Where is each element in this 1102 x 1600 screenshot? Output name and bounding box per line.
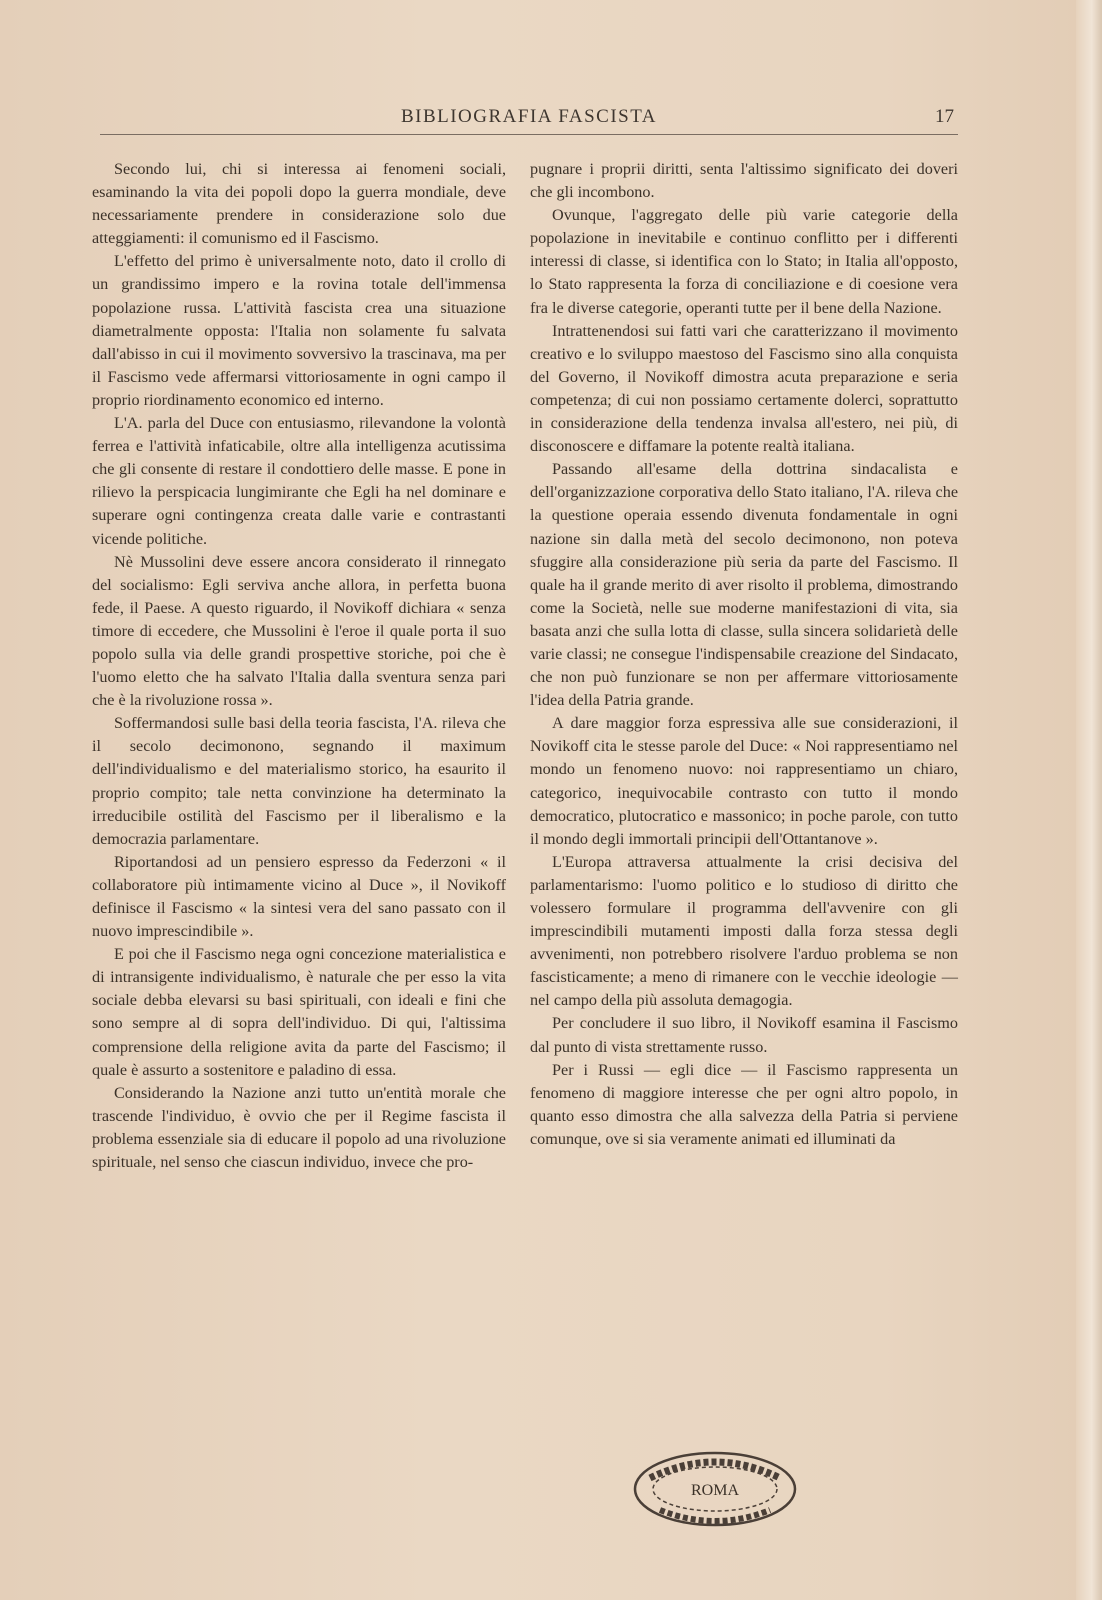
paragraph: Considerando la Nazione anzi tutto un'entità morale che trascende l'individuo, è ovvio che per il Regime fascista il problema essenziale sia di educare il popolo ad una rivoluzione spirituale, nel senso che ciascun individuo, invece che pro- bbox=[92, 1083, 506, 1172]
running-title: BIBLIOGRAFIA FASCISTA bbox=[400, 106, 658, 127]
paragraph: Soffermandosi sulle basi della teoria fascista, l'A. rileva che il secolo decimonono, segnando il maximum dell'individualismo e del materialismo storico, ha esaurito il proprio compito; tale netta convinzione ha determinato la irreducibile ostilità del Fascismo per il liberalismo e la democrazia parlamentare. bbox=[92, 714, 506, 848]
library-stamp bbox=[630, 1448, 800, 1530]
paragraph: L'effetto del primo è universalmente noto, dato il crollo di un grandissimo impero e la rovina totale dell'immensa popolazione russa. L'attività fascista crea una situazione diametralmente opposta: l'Italia non solamente fu salvata dall'abisso in cui il movimento sovversivo la trascinava, ma per il Fascismo vede affermarsi vittoriosamente in ogni campo il proprio riordinamento economico ed interno. bbox=[92, 252, 506, 409]
paragraph: Secondo lui, chi si interessa ai fenomeni sociali, esaminando la vita dei popoli dopo la guerra mondiale, deve necessariamente prendere in considerazione solo due atteggiamenti: il comunismo ed il Fascismo. bbox=[92, 160, 506, 248]
paragraph: Ovunque, l'aggregato delle più varie categorie della popolazione in inevitabile e continuo conflitto per i differenti interessi di classe, si identifica con lo Stato; in Italia all'opposto, lo Stato rappresenta la forza di conciliazione e di coesione vera fra le diverse categorie, operanti tutte per il bene della Nazione. bbox=[530, 206, 958, 317]
left-column bbox=[92, 158, 506, 1174]
paragraph: A dare maggior forza espressiva alle sue considerazioni, il Novikoff cita le stesse parole del Duce: « Noi rappresentiamo nel mondo un fenomeno nuovo: noi rappresentiamo un chiaro, categorico, inequivocabile contrasto con tutto il mondo democratico, plutocratico e massonico; in poche parole, con tutto il mondo degli immortali principii dell'Ottantanove ». bbox=[530, 714, 958, 848]
paragraph: Passando all'esame della dottrina sindacalista e dell'organizzazione corporativa dello Stato italiano, l'A. rileva che la questione operaia essendo divenuta fondamentale in ogni nazione sin dalla metà del secolo decimonono, non poteva sfuggire alla considerazione più seria da parte del Fascismo. Il quale ha il grande merito di aver risolto il problema, dimostrando come la Società, nelle sue moderne manifestazioni di vita, sia basata anzi che sulla lotta di classe, sulla sincera solidarietà delle varie classi; ne consegue l'indispensabile creazione del Sindacato, che non può funzionare se non per affermare vittoriosamente l'idea della Patria grande. bbox=[530, 460, 958, 710]
paragraph: L'A. parla del Duce con entusiasmo, rilevandone la volontà ferrea e l'attività infaticabile, oltre alla intelligenza acutissima che gli consente di restare il condottiero delle masse. E pone in rilievo la perspicacia lungimirante che Egli ha nel dominare e superare ogni contingenza creata dalle varie e contrastanti vicende politiche. bbox=[92, 414, 506, 548]
paragraph: pugnare i proprii diritti, senta l'altissimo significato dei doveri che gli incombono. bbox=[530, 160, 958, 202]
page-header bbox=[100, 104, 958, 135]
paragraph: Intrattenendosi sui fatti vari che caratterizzano il movimento creativo e lo sviluppo maestoso del Fascismo sino alla conquista del Governo, il Novikoff dimostra acuta preparazione e seria competenza; di cui non possiamo certamente dolerci, soprattutto in considerazione della tendenza invalsa all'estero, nei più, di disconoscere e diffamare la potente realtà italiana. bbox=[530, 321, 958, 456]
paragraph: Nè Mussolini deve essere ancora considerato il rinnegato del socialismo: Egli serviva anche allora, in perfetta buona fede, il Paese. A questo riguardo, il Novikoff dichiara « senza timore di eccedere, che Mussolini è l'eroe il quale porta il suo popolo sulla via delle grandi prospettive storiche, poi che è l'uomo eletto che ha salvato l'Italia dalla sventura senza pari che è la rivoluzione rossa ». bbox=[92, 552, 506, 710]
paragraph: Riportandosi ad un pensiero espresso da Federzoni « il collaboratore più intimamente vicino al Duce », il Novikoff definisce il Fascismo « la sintesi vera del sano passato con il nuovo imprescindibile ». bbox=[92, 852, 506, 941]
page-edge bbox=[1076, 0, 1102, 1600]
paragraph: Per i Russi — egli dice — il Fascismo rappresenta un fenomeno di maggiore interesse che per ogni altro popolo, in quanto esso dimostra che alla salvezza della Patria si perviene comunque, ove si sia veramente animati ed illuminati da bbox=[530, 1060, 958, 1148]
right-column bbox=[530, 158, 958, 1151]
paragraph: Per concludere il suo libro, il Novikoff esamina il Fascismo dal punto di vista strettamente russo. bbox=[530, 1014, 958, 1056]
page-number: 17 bbox=[935, 106, 954, 127]
paragraph: E poi che il Fascismo nega ogni concezione materialistica e di intransigente individualismo, è naturale che per esso la vita sociale debba elevarsi su basi spirituali, con ideali e fini che sono sempre al di sopra dell'individuo. Di qui, l'altissima comprensione della religione avita da parte del Fascismo; il quale è assurto a sostenitore e paladino di essa. bbox=[92, 945, 506, 1079]
paragraph: L'Europa attraversa attualmente la crisi decisiva del parlamentarismo: l'uomo politico e lo studioso di diritto che volessero formulare il programma dell'avvenire con gli imprescindibili mutamenti imposti dalla forza stessa degli avvenimenti, non potrebbero risolvere l'arduo problema se non fascisticamente; a meno di rimanere con le vecchie ideologie — nel campo della più assoluta demagogia. bbox=[530, 852, 958, 1010]
svg-text:ROMA: ROMA bbox=[690, 1482, 740, 1499]
